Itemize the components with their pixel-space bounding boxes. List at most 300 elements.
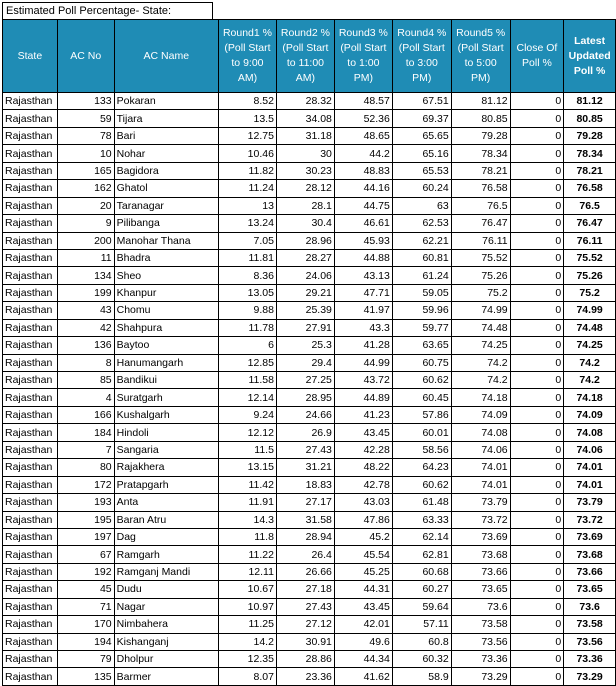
cell-round2: 26.4 bbox=[276, 546, 334, 563]
cell-ac-no: 134 bbox=[57, 267, 114, 284]
cell-latest-poll: 78.34 bbox=[564, 145, 616, 162]
cell-round2: 28.94 bbox=[276, 528, 334, 545]
table-row bbox=[3, 563, 616, 580]
cell-close-of-poll: 0 bbox=[510, 145, 564, 162]
cell-ac-name: Ramgarh bbox=[114, 546, 218, 563]
cell-round2: 27.25 bbox=[276, 372, 334, 389]
cell-state: Rajasthan bbox=[3, 337, 58, 354]
cell-round1: 6 bbox=[218, 337, 276, 354]
cell-ac-name: Taranagar bbox=[114, 197, 218, 214]
header-round1: Round1 %(Poll Start to 9:00 AM) bbox=[218, 20, 276, 93]
cell-round4: 62.21 bbox=[392, 232, 451, 249]
cell-round3: 44.88 bbox=[334, 249, 392, 266]
cell-round3: 44.99 bbox=[334, 354, 392, 371]
cell-ac-name: Chomu bbox=[114, 302, 218, 319]
cell-round5: 73.29 bbox=[451, 668, 510, 685]
cell-round5: 73.56 bbox=[451, 633, 510, 650]
cell-ac-name: Baytoo bbox=[114, 337, 218, 354]
cell-state: Rajasthan bbox=[3, 406, 58, 423]
cell-ac-no: 195 bbox=[57, 511, 114, 528]
cell-round3: 49.6 bbox=[334, 633, 392, 650]
cell-latest-poll: 74.09 bbox=[564, 406, 616, 423]
cell-ac-name: Sangaria bbox=[114, 441, 218, 458]
cell-round3: 41.62 bbox=[334, 668, 392, 685]
table-caption: Estimated Poll Percentage- State: bbox=[2, 2, 213, 19]
cell-round4: 59.05 bbox=[392, 284, 451, 301]
cell-close-of-poll: 0 bbox=[510, 249, 564, 266]
cell-latest-poll: 73.69 bbox=[564, 528, 616, 545]
cell-round4: 60.32 bbox=[392, 651, 451, 668]
cell-round2: 26.66 bbox=[276, 563, 334, 580]
cell-latest-poll: 75.52 bbox=[564, 249, 616, 266]
cell-round2: 34.08 bbox=[276, 110, 334, 127]
cell-round5: 76.11 bbox=[451, 232, 510, 249]
cell-ac-no: 20 bbox=[57, 197, 114, 214]
table-row bbox=[3, 319, 616, 336]
cell-round4: 62.53 bbox=[392, 215, 451, 232]
cell-state: Rajasthan bbox=[3, 616, 58, 633]
cell-round3: 48.57 bbox=[334, 93, 392, 110]
cell-latest-poll: 74.01 bbox=[564, 476, 616, 493]
cell-round3: 48.22 bbox=[334, 459, 392, 476]
cell-ac-no: 133 bbox=[57, 93, 114, 110]
table-row bbox=[3, 651, 616, 668]
cell-round4: 65.53 bbox=[392, 162, 451, 179]
cell-ac-name: Nagar bbox=[114, 598, 218, 615]
cell-round5: 74.48 bbox=[451, 319, 510, 336]
cell-state: Rajasthan bbox=[3, 546, 58, 563]
cell-close-of-poll: 0 bbox=[510, 581, 564, 598]
cell-round3: 43.45 bbox=[334, 424, 392, 441]
cell-close-of-poll: 0 bbox=[510, 180, 564, 197]
cell-round5: 74.99 bbox=[451, 302, 510, 319]
cell-latest-poll: 73.36 bbox=[564, 651, 616, 668]
cell-round5: 73.58 bbox=[451, 616, 510, 633]
cell-ac-name: Hanumangarh bbox=[114, 354, 218, 371]
cell-state: Rajasthan bbox=[3, 110, 58, 127]
cell-latest-poll: 73.79 bbox=[564, 494, 616, 511]
cell-round4: 60.81 bbox=[392, 249, 451, 266]
cell-ac-name: Anta bbox=[114, 494, 218, 511]
cell-round5: 78.21 bbox=[451, 162, 510, 179]
cell-ac-name: Pokaran bbox=[114, 93, 218, 110]
cell-round4: 63 bbox=[392, 197, 451, 214]
cell-close-of-poll: 0 bbox=[510, 651, 564, 668]
cell-round1: 13.05 bbox=[218, 284, 276, 301]
table-row bbox=[3, 581, 616, 598]
table-row bbox=[3, 110, 616, 127]
table-row bbox=[3, 93, 616, 110]
cell-close-of-poll: 0 bbox=[510, 459, 564, 476]
cell-round1: 12.12 bbox=[218, 424, 276, 441]
cell-latest-poll: 74.48 bbox=[564, 319, 616, 336]
cell-round5: 73.72 bbox=[451, 511, 510, 528]
cell-round1: 11.82 bbox=[218, 162, 276, 179]
cell-round5: 79.28 bbox=[451, 127, 510, 144]
cell-latest-poll: 74.18 bbox=[564, 389, 616, 406]
table-row bbox=[3, 441, 616, 458]
cell-round2: 23.36 bbox=[276, 668, 334, 685]
cell-state: Rajasthan bbox=[3, 319, 58, 336]
cell-round1: 11.91 bbox=[218, 494, 276, 511]
cell-latest-poll: 74.25 bbox=[564, 337, 616, 354]
header-state: State bbox=[3, 20, 58, 93]
table-row bbox=[3, 616, 616, 633]
cell-latest-poll: 78.21 bbox=[564, 162, 616, 179]
cell-round1: 14.2 bbox=[218, 633, 276, 650]
cell-ac-no: 200 bbox=[57, 232, 114, 249]
cell-round4: 65.65 bbox=[392, 127, 451, 144]
cell-close-of-poll: 0 bbox=[510, 93, 564, 110]
cell-round2: 28.12 bbox=[276, 180, 334, 197]
cell-round4: 60.62 bbox=[392, 476, 451, 493]
cell-close-of-poll: 0 bbox=[510, 598, 564, 615]
cell-round3: 43.03 bbox=[334, 494, 392, 511]
cell-latest-poll: 74.2 bbox=[564, 372, 616, 389]
cell-state: Rajasthan bbox=[3, 511, 58, 528]
table-row bbox=[3, 406, 616, 423]
table-row bbox=[3, 215, 616, 232]
table-row bbox=[3, 494, 616, 511]
cell-round5: 81.12 bbox=[451, 93, 510, 110]
cell-close-of-poll: 0 bbox=[510, 563, 564, 580]
cell-round1: 8.52 bbox=[218, 93, 276, 110]
cell-ac-name: Rajakhera bbox=[114, 459, 218, 476]
cell-ac-name: Pratapgarh bbox=[114, 476, 218, 493]
cell-round2: 26.9 bbox=[276, 424, 334, 441]
cell-round3: 45.2 bbox=[334, 528, 392, 545]
cell-round2: 28.27 bbox=[276, 249, 334, 266]
cell-round1: 11.25 bbox=[218, 616, 276, 633]
cell-ac-no: 67 bbox=[57, 546, 114, 563]
cell-close-of-poll: 0 bbox=[510, 127, 564, 144]
cell-round2: 27.91 bbox=[276, 319, 334, 336]
cell-round4: 62.81 bbox=[392, 546, 451, 563]
table-row bbox=[3, 459, 616, 476]
table-row bbox=[3, 598, 616, 615]
cell-latest-poll: 74.99 bbox=[564, 302, 616, 319]
cell-ac-no: 184 bbox=[57, 424, 114, 441]
cell-ac-name: Sheo bbox=[114, 267, 218, 284]
cell-state: Rajasthan bbox=[3, 249, 58, 266]
cell-close-of-poll: 0 bbox=[510, 162, 564, 179]
cell-latest-poll: 73.29 bbox=[564, 668, 616, 685]
cell-state: Rajasthan bbox=[3, 668, 58, 685]
cell-close-of-poll: 0 bbox=[510, 372, 564, 389]
table-row bbox=[3, 145, 616, 162]
cell-round3: 41.23 bbox=[334, 406, 392, 423]
header-round5: Round5 %(Poll Start to 5:00 PM) bbox=[451, 20, 510, 93]
cell-state: Rajasthan bbox=[3, 441, 58, 458]
cell-state: Rajasthan bbox=[3, 633, 58, 650]
cell-latest-poll: 74.01 bbox=[564, 459, 616, 476]
cell-latest-poll: 73.66 bbox=[564, 563, 616, 580]
header-close-of-poll: Close Of Poll % bbox=[510, 20, 564, 93]
cell-latest-poll: 74.06 bbox=[564, 441, 616, 458]
cell-round1: 13.5 bbox=[218, 110, 276, 127]
cell-round1: 12.85 bbox=[218, 354, 276, 371]
cell-round5: 73.68 bbox=[451, 546, 510, 563]
cell-round4: 59.64 bbox=[392, 598, 451, 615]
cell-round4: 69.37 bbox=[392, 110, 451, 127]
cell-close-of-poll: 0 bbox=[510, 424, 564, 441]
cell-round4: 64.23 bbox=[392, 459, 451, 476]
cell-round2: 28.86 bbox=[276, 651, 334, 668]
cell-round3: 42.78 bbox=[334, 476, 392, 493]
cell-round4: 61.48 bbox=[392, 494, 451, 511]
cell-round3: 48.83 bbox=[334, 162, 392, 179]
cell-round2: 27.12 bbox=[276, 616, 334, 633]
cell-ac-no: 165 bbox=[57, 162, 114, 179]
header-round4: Round4 %(Poll Start to 3:00 PM) bbox=[392, 20, 451, 93]
cell-ac-no: 135 bbox=[57, 668, 114, 685]
cell-round5: 73.79 bbox=[451, 494, 510, 511]
cell-round3: 48.65 bbox=[334, 127, 392, 144]
cell-round3: 44.16 bbox=[334, 180, 392, 197]
cell-round2: 25.39 bbox=[276, 302, 334, 319]
table-row bbox=[3, 511, 616, 528]
cell-round4: 57.86 bbox=[392, 406, 451, 423]
cell-ac-no: 193 bbox=[57, 494, 114, 511]
cell-round4: 65.16 bbox=[392, 145, 451, 162]
cell-round3: 45.25 bbox=[334, 563, 392, 580]
header-round2: Round2 %(Poll Start to 11:00 AM) bbox=[276, 20, 334, 93]
cell-state: Rajasthan bbox=[3, 267, 58, 284]
cell-close-of-poll: 0 bbox=[510, 267, 564, 284]
cell-round5: 74.25 bbox=[451, 337, 510, 354]
cell-round2: 31.21 bbox=[276, 459, 334, 476]
cell-round3: 43.3 bbox=[334, 319, 392, 336]
cell-latest-poll: 76.11 bbox=[564, 232, 616, 249]
cell-round1: 13.15 bbox=[218, 459, 276, 476]
cell-round2: 30.91 bbox=[276, 633, 334, 650]
table-row bbox=[3, 284, 616, 301]
cell-round4: 60.01 bbox=[392, 424, 451, 441]
cell-round2: 27.18 bbox=[276, 581, 334, 598]
cell-close-of-poll: 0 bbox=[510, 354, 564, 371]
cell-ac-name: Nimbahera bbox=[114, 616, 218, 633]
cell-round2: 24.66 bbox=[276, 406, 334, 423]
cell-round1: 11.8 bbox=[218, 528, 276, 545]
cell-round2: 28.1 bbox=[276, 197, 334, 214]
cell-round5: 74.01 bbox=[451, 459, 510, 476]
cell-round3: 42.28 bbox=[334, 441, 392, 458]
cell-close-of-poll: 0 bbox=[510, 284, 564, 301]
cell-round5: 73.36 bbox=[451, 651, 510, 668]
cell-close-of-poll: 0 bbox=[510, 215, 564, 232]
table-row bbox=[3, 389, 616, 406]
cell-round3: 44.31 bbox=[334, 581, 392, 598]
cell-close-of-poll: 0 bbox=[510, 511, 564, 528]
cell-round1: 13.24 bbox=[218, 215, 276, 232]
cell-ac-no: 197 bbox=[57, 528, 114, 545]
cell-latest-poll: 73.58 bbox=[564, 616, 616, 633]
cell-state: Rajasthan bbox=[3, 162, 58, 179]
cell-round5: 74.09 bbox=[451, 406, 510, 423]
cell-round5: 80.85 bbox=[451, 110, 510, 127]
cell-ac-no: 11 bbox=[57, 249, 114, 266]
cell-close-of-poll: 0 bbox=[510, 389, 564, 406]
cell-close-of-poll: 0 bbox=[510, 110, 564, 127]
cell-round2: 27.17 bbox=[276, 494, 334, 511]
cell-latest-poll: 80.85 bbox=[564, 110, 616, 127]
cell-state: Rajasthan bbox=[3, 459, 58, 476]
cell-round3: 41.97 bbox=[334, 302, 392, 319]
cell-round1: 12.35 bbox=[218, 651, 276, 668]
cell-round4: 60.62 bbox=[392, 372, 451, 389]
cell-ac-name: Suratgarh bbox=[114, 389, 218, 406]
cell-round2: 27.43 bbox=[276, 598, 334, 615]
cell-round1: 7.05 bbox=[218, 232, 276, 249]
cell-ac-no: 85 bbox=[57, 372, 114, 389]
cell-round2: 24.06 bbox=[276, 267, 334, 284]
cell-round3: 42.01 bbox=[334, 616, 392, 633]
cell-close-of-poll: 0 bbox=[510, 232, 564, 249]
cell-latest-poll: 74.2 bbox=[564, 354, 616, 371]
cell-state: Rajasthan bbox=[3, 215, 58, 232]
cell-ac-no: 45 bbox=[57, 581, 114, 598]
cell-close-of-poll: 0 bbox=[510, 494, 564, 511]
cell-ac-no: 8 bbox=[57, 354, 114, 371]
cell-latest-poll: 81.12 bbox=[564, 93, 616, 110]
cell-round5: 73.65 bbox=[451, 581, 510, 598]
cell-round4: 62.14 bbox=[392, 528, 451, 545]
cell-round2: 18.83 bbox=[276, 476, 334, 493]
cell-latest-poll: 73.56 bbox=[564, 633, 616, 650]
cell-state: Rajasthan bbox=[3, 302, 58, 319]
cell-latest-poll: 75.2 bbox=[564, 284, 616, 301]
cell-round2: 30 bbox=[276, 145, 334, 162]
cell-round4: 60.68 bbox=[392, 563, 451, 580]
table-row bbox=[3, 180, 616, 197]
cell-round1: 12.14 bbox=[218, 389, 276, 406]
cell-close-of-poll: 0 bbox=[510, 668, 564, 685]
header-row bbox=[3, 20, 616, 93]
cell-close-of-poll: 0 bbox=[510, 528, 564, 545]
cell-round3: 44.75 bbox=[334, 197, 392, 214]
cell-round2: 29.21 bbox=[276, 284, 334, 301]
cell-ac-name: Khanpur bbox=[114, 284, 218, 301]
cell-latest-poll: 73.6 bbox=[564, 598, 616, 615]
cell-state: Rajasthan bbox=[3, 127, 58, 144]
cell-round2: 31.58 bbox=[276, 511, 334, 528]
cell-round5: 73.6 bbox=[451, 598, 510, 615]
table-row bbox=[3, 249, 616, 266]
cell-round4: 60.45 bbox=[392, 389, 451, 406]
cell-ac-no: 192 bbox=[57, 563, 114, 580]
cell-ac-no: 43 bbox=[57, 302, 114, 319]
cell-round4: 63.65 bbox=[392, 337, 451, 354]
cell-state: Rajasthan bbox=[3, 197, 58, 214]
cell-ac-no: 194 bbox=[57, 633, 114, 650]
cell-ac-name: Manohar Thana bbox=[114, 232, 218, 249]
cell-state: Rajasthan bbox=[3, 372, 58, 389]
cell-round1: 10.97 bbox=[218, 598, 276, 615]
cell-round3: 47.71 bbox=[334, 284, 392, 301]
cell-ac-no: 71 bbox=[57, 598, 114, 615]
cell-round5: 78.34 bbox=[451, 145, 510, 162]
cell-round1: 12.11 bbox=[218, 563, 276, 580]
cell-round5: 73.66 bbox=[451, 563, 510, 580]
table-row bbox=[3, 232, 616, 249]
cell-state: Rajasthan bbox=[3, 651, 58, 668]
cell-round2: 31.18 bbox=[276, 127, 334, 144]
cell-round5: 76.58 bbox=[451, 180, 510, 197]
cell-ac-no: 170 bbox=[57, 616, 114, 633]
cell-ac-no: 7 bbox=[57, 441, 114, 458]
cell-round5: 75.26 bbox=[451, 267, 510, 284]
cell-round1: 12.75 bbox=[218, 127, 276, 144]
table-row bbox=[3, 354, 616, 371]
cell-ac-name: Nohar bbox=[114, 145, 218, 162]
cell-round1: 9.24 bbox=[218, 406, 276, 423]
cell-round5: 76.5 bbox=[451, 197, 510, 214]
cell-ac-no: 59 bbox=[57, 110, 114, 127]
cell-latest-poll: 76.47 bbox=[564, 215, 616, 232]
table-row bbox=[3, 528, 616, 545]
cell-ac-name: Tijara bbox=[114, 110, 218, 127]
cell-state: Rajasthan bbox=[3, 494, 58, 511]
cell-round3: 41.28 bbox=[334, 337, 392, 354]
cell-round2: 30.4 bbox=[276, 215, 334, 232]
table-row bbox=[3, 162, 616, 179]
cell-state: Rajasthan bbox=[3, 581, 58, 598]
cell-latest-poll: 75.26 bbox=[564, 267, 616, 284]
cell-round4: 60.24 bbox=[392, 180, 451, 197]
cell-round3: 46.61 bbox=[334, 215, 392, 232]
cell-ac-no: 10 bbox=[57, 145, 114, 162]
header-latest-poll: Latest Updated Poll % bbox=[564, 20, 616, 93]
cell-latest-poll: 76.5 bbox=[564, 197, 616, 214]
table-row bbox=[3, 197, 616, 214]
cell-state: Rajasthan bbox=[3, 389, 58, 406]
poll-table bbox=[2, 19, 616, 686]
cell-close-of-poll: 0 bbox=[510, 337, 564, 354]
header-round3: Round3 %(Poll Start to 1:00 PM) bbox=[334, 20, 392, 93]
cell-ac-name: Pilibanga bbox=[114, 215, 218, 232]
cell-round1: 10.46 bbox=[218, 145, 276, 162]
cell-ac-no: 42 bbox=[57, 319, 114, 336]
cell-round4: 59.77 bbox=[392, 319, 451, 336]
cell-round4: 67.51 bbox=[392, 93, 451, 110]
cell-round3: 47.86 bbox=[334, 511, 392, 528]
cell-latest-poll: 73.72 bbox=[564, 511, 616, 528]
cell-ac-no: 172 bbox=[57, 476, 114, 493]
cell-state: Rajasthan bbox=[3, 598, 58, 615]
cell-round2: 25.3 bbox=[276, 337, 334, 354]
cell-state: Rajasthan bbox=[3, 93, 58, 110]
cell-ac-name: Bagidora bbox=[114, 162, 218, 179]
cell-state: Rajasthan bbox=[3, 424, 58, 441]
cell-round1: 11.58 bbox=[218, 372, 276, 389]
cell-round2: 29.4 bbox=[276, 354, 334, 371]
table-row bbox=[3, 127, 616, 144]
cell-state: Rajasthan bbox=[3, 232, 58, 249]
cell-ac-no: 78 bbox=[57, 127, 114, 144]
cell-close-of-poll: 0 bbox=[510, 546, 564, 563]
cell-ac-name: Hindoli bbox=[114, 424, 218, 441]
table-row bbox=[3, 424, 616, 441]
cell-round4: 58.9 bbox=[392, 668, 451, 685]
cell-round4: 61.24 bbox=[392, 267, 451, 284]
cell-latest-poll: 76.58 bbox=[564, 180, 616, 197]
cell-round2: 28.95 bbox=[276, 389, 334, 406]
cell-round3: 44.89 bbox=[334, 389, 392, 406]
cell-ac-name: Ramganj Mandi bbox=[114, 563, 218, 580]
table-body bbox=[3, 93, 616, 686]
cell-latest-poll: 74.08 bbox=[564, 424, 616, 441]
cell-round2: 28.96 bbox=[276, 232, 334, 249]
